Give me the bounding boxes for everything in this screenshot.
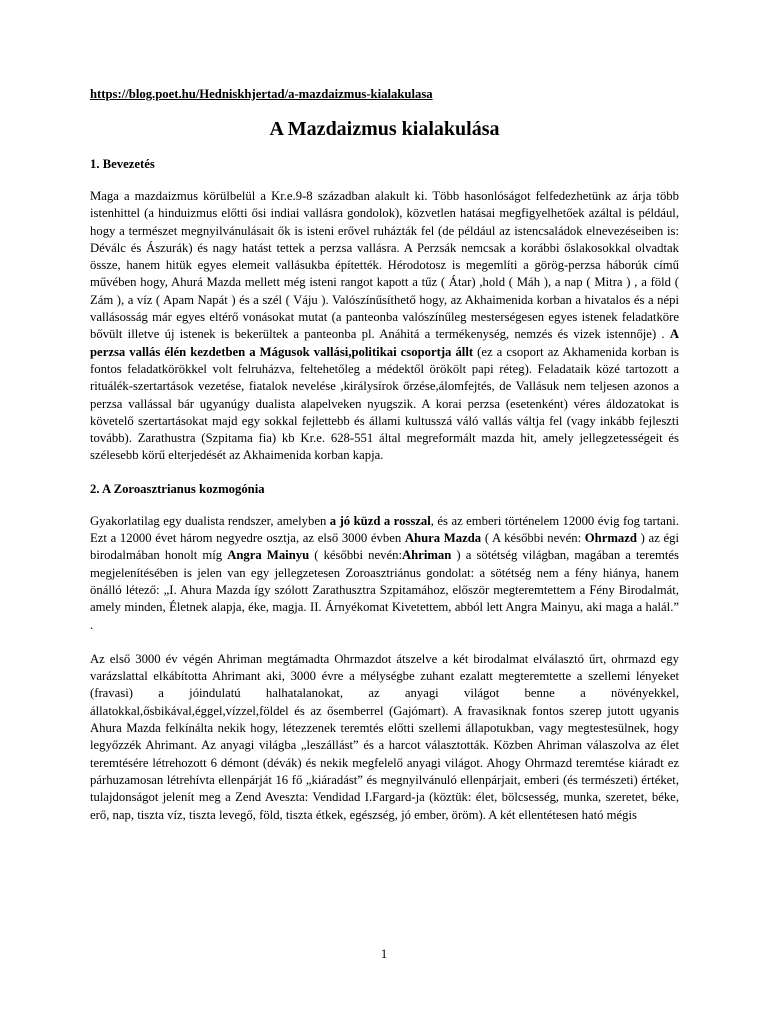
text-run: Gyakorlatilag egy dualista rendszer, amelyben	[90, 513, 330, 528]
section-1-paragraph-1	[90, 188, 679, 465]
bold-text-run: Ahura Mazda	[404, 531, 482, 546]
text-run: ) az égi birodalmában honolt míg	[90, 531, 679, 563]
text-run: (ez a csoport az Akhamenida korban is fontos feladatkörökkel volt felruházva, feltehetőleg a médektől örökölt papi réteg). Feladataik közé tartozott a rituálék-szertartások vezetése, fiatalok nevelése ,királysírok őrzése,álomfejtés, de Vallásuk nem teljesen azonos a perzsa vallással bár ugyanúgy dualista alapelveken nyugszik. A korai perzsa (esetenként) véres áldozatokat is követelő szertartásokat majd egy sokkal fejlettebb és állami kultusszá váló vallás váltja fel (vagy inkább fejleszti tovább). Zarathustra (Szpitama fia) kb Kr.e. 628-551 által megreformált mazda hit, amely jellegzetességeit és szélesebb körű elterjedését az Akhaimenida korban kapja.	[90, 344, 679, 463]
section-heading-kozmogonia: 2. A Zoroasztrianus kozmogónia	[90, 481, 265, 496]
text-run: ( A későbbi nevén:	[481, 531, 585, 546]
bold-text-run: a jó küzd a rosszal	[329, 513, 431, 528]
text-run: ) a sötétség világban, magában a teremtés megjelenítésében is jelen van egy jellegzetesen Zoroasztriánus gondolat: a sötétség nem a fény hiánya, hanem önálló létező: „I. Ahura Mazda így szólott Zarathusztra Szpitamához, először megteremtettem a Fény Birodalmát, amely minden, Életnek alapja, éke, magja. II. Árnyékomat Kivetettem, abból lett Angra Mainyu, aki maga a halál.” .	[90, 548, 679, 632]
bold-text-run: Ohrmazd	[584, 531, 637, 546]
bold-text-run: A perzsa vallás élén kezdetben a Mágusok vallási,politikai csoportja állt	[90, 327, 679, 359]
page-number: 1	[380, 947, 388, 961]
source-url-link[interactable]: https://blog.poet.hu/Hedniskhjertad/a-mazdaizmus-kialakulasa	[90, 87, 433, 101]
bold-text-run: Ahriman	[401, 548, 452, 563]
section-2-paragraph-2	[90, 651, 679, 824]
text-run: , és az emberi történelem 12000 évig fog tartani. Ezt a 12000 évet három negyedre osztja, az első 3000 évben	[90, 513, 679, 546]
section-2-paragraph-1	[90, 513, 679, 634]
document-title: A Mazdaizmus kialakulása	[269, 118, 500, 140]
section-heading-bevezetes: 1. Bevezetés	[90, 157, 155, 171]
bold-text-run: Angra Mainyu	[227, 548, 310, 563]
text-run: Maga a mazdaizmus körülbelül a Kr.e.9-8 században alakult ki. Több hasonlóságot felfedezhetünk az árja több istenhittel (a hinduizmus előtti ősi indiai vallásra gondolok), közvetlen hatásai megfigyelhetőek azáltal is például, hogy a természet megnyilvánulásait ők is isteni erővel ruházták fel (de például az istencsaládok elnevezéseiben is: Déválc és Ászurák) és nagy hatást tettek a perzsa vallásra. A Perzsák nemcsak a korábbi őslakosokkal olvadtak össze, hanem hitük egyes elemeit vallásukba építették. Hérodotosz is megemlíti a görög-perzsa háborúk című művében hogy, Ahurá Mazda mellett még isteni rangot kapott a tűz ( Átar) ,hold ( Máh ), a nap ( Mitra ) , a föld ( Zám ), a víz ( Apam Napát ) és a szél ( Váju ). Valószínűsíthető hogy, az Akhaimenida korban a hivatalos és a népi vallásosság már egyes eltérő vonásokat mutat (a panteonba valószínűleg mesterségesen egyes istenek feladatköre bővült illetve új istenek is bekerültek a panteonba pl. Anáhitá a termékenység, nemzés és vizek istennője) .	[90, 189, 679, 342]
text-run: Az első 3000 év végén Ahriman megtámadta Ohrmazdot átszelve a két birodalmat elválasztó űrt, ohrmazd egy varázslattal elkábította Ahrimant aki, 3000 évre a mélységbe zuhant ezalatt megteremtette a szellemi lényeket (fravasi) a jóindulatú halhatalanokat, az anyagi világot benne a növényekkel, állatokkal,ősbikával,éggel,vízzel,földel és az ősemberrel (Gajómart). A fravasiknak fontos szerep jutott ugyanis Ahura Mazda felkínálta nekik hogy, létezzenek teremtés előtti szellemi állapotukban, vagy megtestesülnek, hogy legyőzzék Ahrimant. Az anyagi világba „leszállást” és a harcot választották. Közben Ahriman válaszolva az élet teremtésére létrehozott 6 démont (dévák) és nekik megfelelő anyagi világot. Ahogy Ohrmazd teremtése kiáradt ez párhuzamosan létrehívta ellenpárját 16 fő „kiáradást” és megnyilvánuló ellenpárjait, emberi (és természeti) értéket, tulajdonságot jelenít meg a Zend Aveszta: Vendidad I.Fargard-ja (köztük: élet, bölcsesség, munka, szeretet, béke, erő, nap, tiszta víz, tiszta levegő, föld, tiszta étkek, egészség, jó ember, öröm). A két ellentétesen ható mégis	[90, 651, 679, 822]
text-run: ( későbbi nevén:	[309, 548, 402, 563]
